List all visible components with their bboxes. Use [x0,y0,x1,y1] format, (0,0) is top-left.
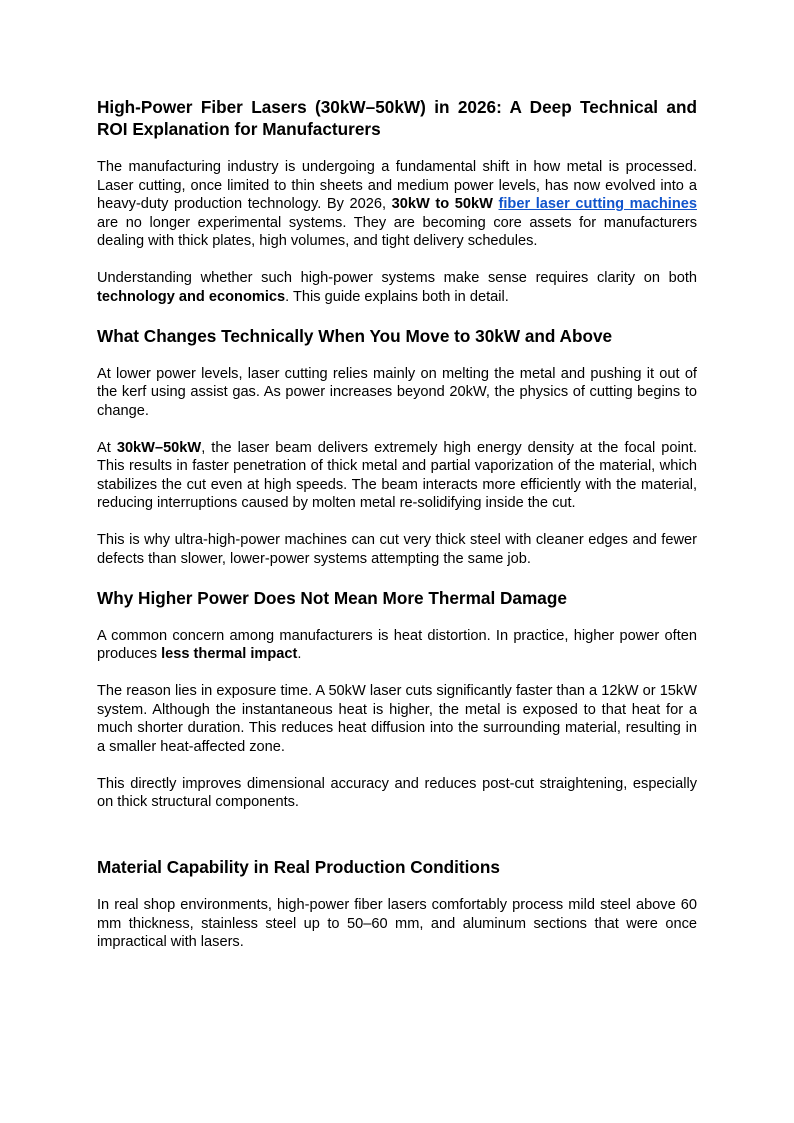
power-bold: 30kW–50kW [116,439,202,456]
intro-paragraph-2 [97,269,697,306]
section1-paragraph-1: At lower power levels, laser cutting relies mainly on melting the metal and pushing it out of the kerf using assist gas. As power increases beyond 20kW, the physics of cutting begins to change. [97,365,697,419]
intro-paragraph-1 [97,158,697,251]
section2-text-2: . [297,646,302,662]
page-title: High-Power Fiber Lasers (30kW–50kW) in 2026: A Deep Technical and ROI Explanation for Manufacturers [97,97,697,139]
tech-econ-bold: technology and economics [97,288,286,305]
section3-paragraph-1: In real shop environments, high-power fiber lasers comfortably process mild steel above 60 mm thickness, stainless steel up to 50–60 mm, and aluminum sections that were once impractical with lasers. [97,897,697,950]
intro-text-1: The manufacturing industry is undergoing a fundamental shift in how metal is processed. Laser cutting, once limited to thin sheets and medium power levels, has now evolved into a heavy-duty production technology. By 2026, [97,159,697,212]
document-page [97,96,697,970]
section1-paragraph-3: This is why ultra-high-power machines can cut very thick steel with cleaner edges and fewer defects than slower, lower-power systems attempting the same job. [97,532,697,567]
fiber-laser-link[interactable]: fiber laser cutting machines [498,196,697,212]
section2-paragraph-3: This directly improves dimensional accuracy and reduces post-cut straightening, especially on thick structural components. [97,775,697,810]
section2-paragraph-1 [97,627,697,664]
section1-paragraph-2 [97,439,697,513]
intro-text-2: are no longer experimental systems. They are becoming core assets for manufacturers dealing with thick plates, high volumes, and tight delivery schedules. [97,214,697,249]
intro-text-4: . This guide explains both in detail. [285,288,509,305]
section-heading-thermal: Why Higher Power Does Not Mean More Thermal Damage [97,587,567,608]
section1-text-2: , the laser beam delivers extremely high energy density at the focal point. This results in faster penetration of thick metal and partial vaporization of the material, which stabilizes the cut even at high speeds. The beam interacts more efficiently with the material, reducing interruptions caused by molten metal re-solidifying inside the cut. [97,439,698,511]
section2-text-1: A common concern among manufacturers is heat distortion. In practice, higher power often produces [97,627,697,662]
power-range-bold: 30kW to 50kW [391,196,499,212]
section-heading-material: Material Capability in Real Production Conditions [97,857,500,877]
intro-text-3: Understanding whether such high-power systems make sense requires clarity on both [97,270,697,286]
section1-text-1: At [97,439,117,456]
section-heading-technical: What Changes Technically When You Move to 30kW and Above [97,325,613,346]
section2-paragraph-2: The reason lies in exposure time. A 50kW laser cuts significantly faster than a 12kW or 15kW system. Although the instantaneous heat is higher, the metal is exposed to that heat for a much shorter duration. This reduces heat diffusion into the surrounding material, resulting in a smaller heat-affected zone. [97,683,697,755]
section-spacer [97,830,697,856]
thermal-bold: less thermal impact [161,646,298,662]
